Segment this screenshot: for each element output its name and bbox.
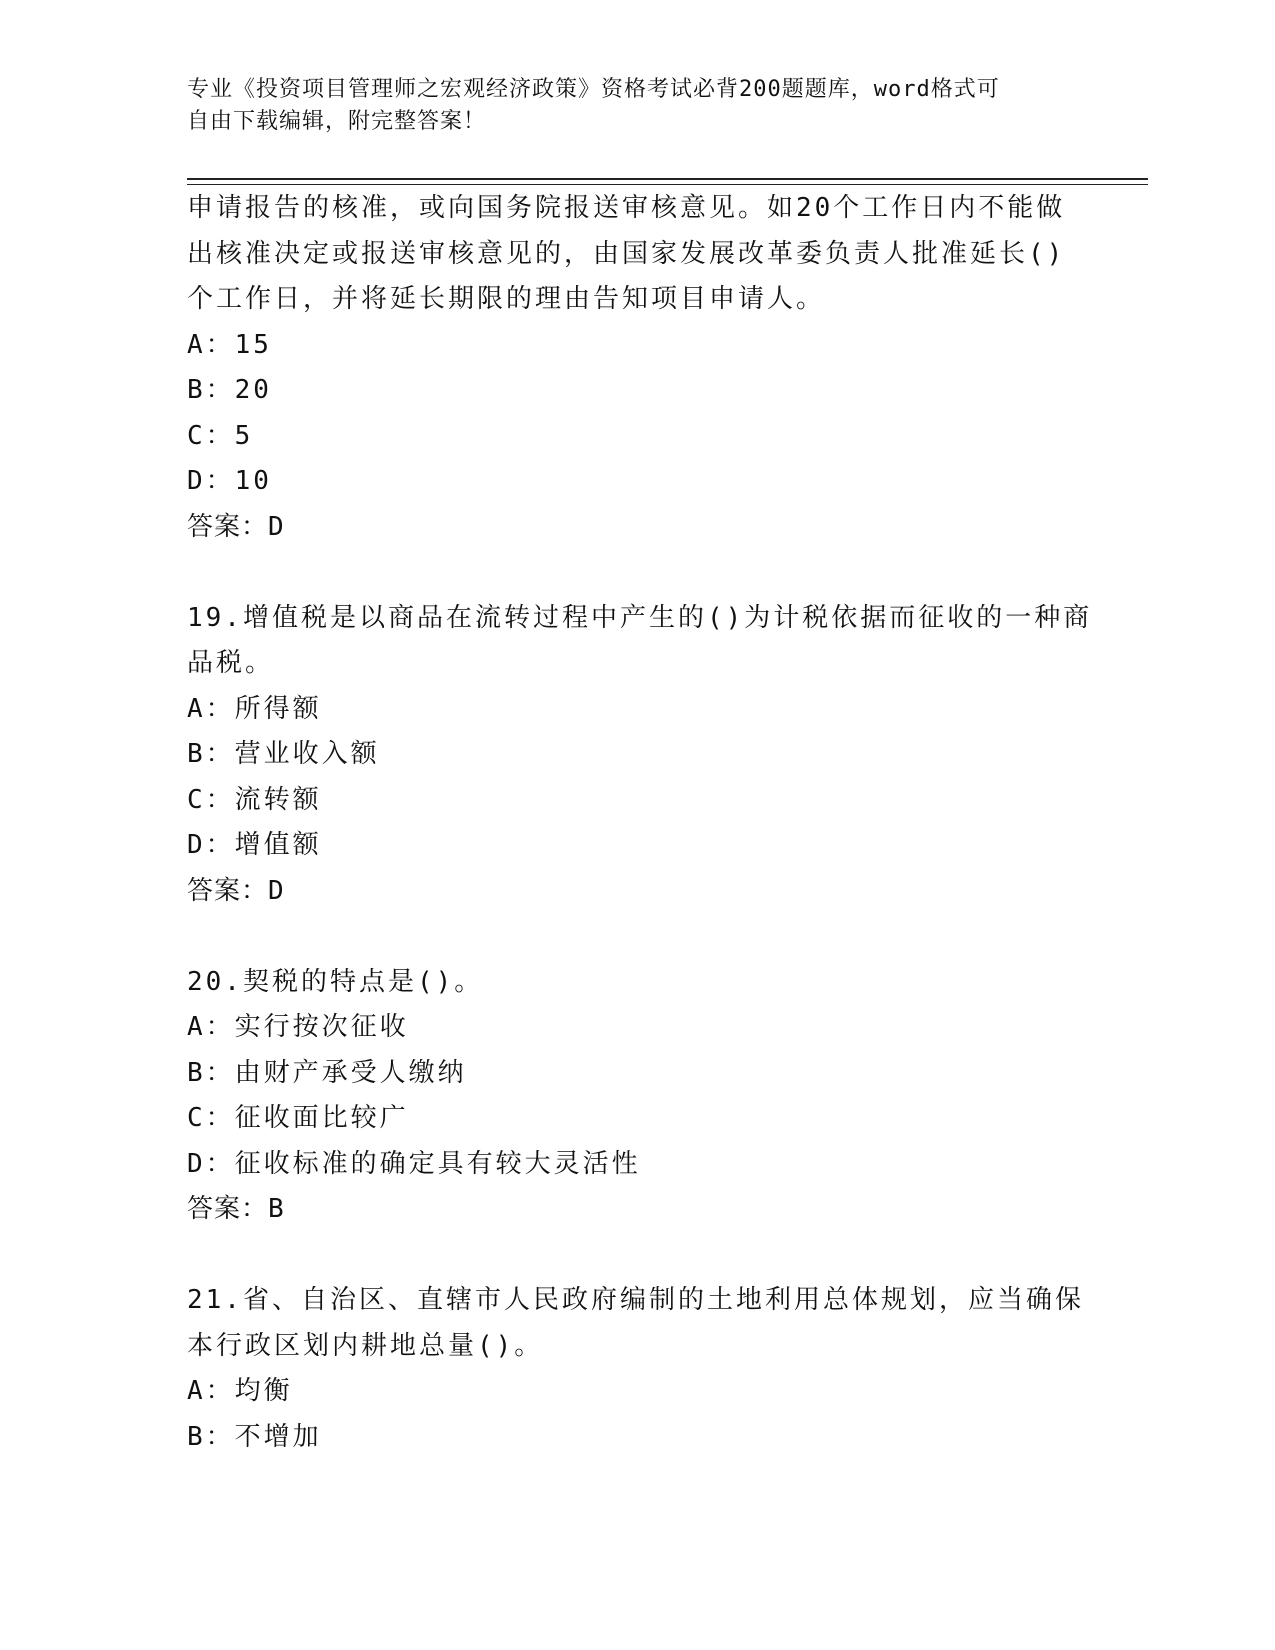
option-a: A：15 — [187, 329, 272, 360]
answer: 答案：D — [187, 875, 285, 906]
question-18 — [187, 186, 1087, 550]
option-d: D：10 — [187, 466, 272, 496]
header-line-1: 专业《投资项目管理师之宏观经济政策》资格考试必背200题题库，word格式可 — [187, 77, 1000, 102]
option-c: C：征收面比较广 — [187, 1103, 409, 1133]
question-20 — [187, 960, 1087, 1233]
question-19 — [187, 596, 1093, 915]
question-stem: 21.省、自治区、直辖市人民政府编制的土地利用总体规划，应当确保 — [187, 1285, 1084, 1315]
page-header — [187, 74, 1067, 138]
spacer — [187, 550, 1087, 596]
option-c: C：5 — [187, 420, 254, 451]
question-stem: 出核准决定或报送审核意见的，由国家发展改革委负责人批准延长() — [187, 238, 1066, 269]
option-b: B：不增加 — [187, 1421, 322, 1452]
option-d: D：增值额 — [187, 830, 322, 860]
option-b: B：由财产承受人缴纳 — [187, 1057, 467, 1088]
option-c: C：流转额 — [187, 784, 322, 815]
question-stem: 个工作日，并将延长期限的理由告知项目申请人。 — [187, 284, 826, 314]
question-stem: 19.增值税是以商品在流转过程中产生的()为计税依据而征收的一种商 — [187, 602, 1093, 633]
question-stem: 品税。 — [187, 648, 275, 678]
spacer — [187, 914, 1087, 960]
option-a: A：均衡 — [187, 1376, 293, 1406]
question-21 — [187, 1278, 1087, 1460]
option-b: B：营业收入额 — [187, 739, 380, 769]
answer: 答案：D — [187, 511, 285, 542]
answer: 答案：B — [187, 1194, 285, 1224]
option-b: B：20 — [187, 375, 272, 405]
header-line-2: 自由下载编辑，附完整答案！ — [187, 109, 487, 134]
question-stem: 本行政区划内耕地总量()。 — [187, 1330, 544, 1361]
option-a: A：实行按次征收 — [187, 1012, 409, 1042]
spacer — [187, 1233, 1087, 1279]
document-body — [187, 186, 1093, 1460]
option-a: A：所得额 — [187, 693, 322, 724]
option-d: D：征收标准的确定具有较大灵活性 — [187, 1148, 641, 1179]
header-divider — [187, 178, 1148, 185]
question-stem: 申请报告的核准，或向国务院报送审核意见。如20个工作日内不能做 — [187, 193, 1066, 223]
question-stem: 20.契税的特点是()。 — [187, 966, 484, 997]
